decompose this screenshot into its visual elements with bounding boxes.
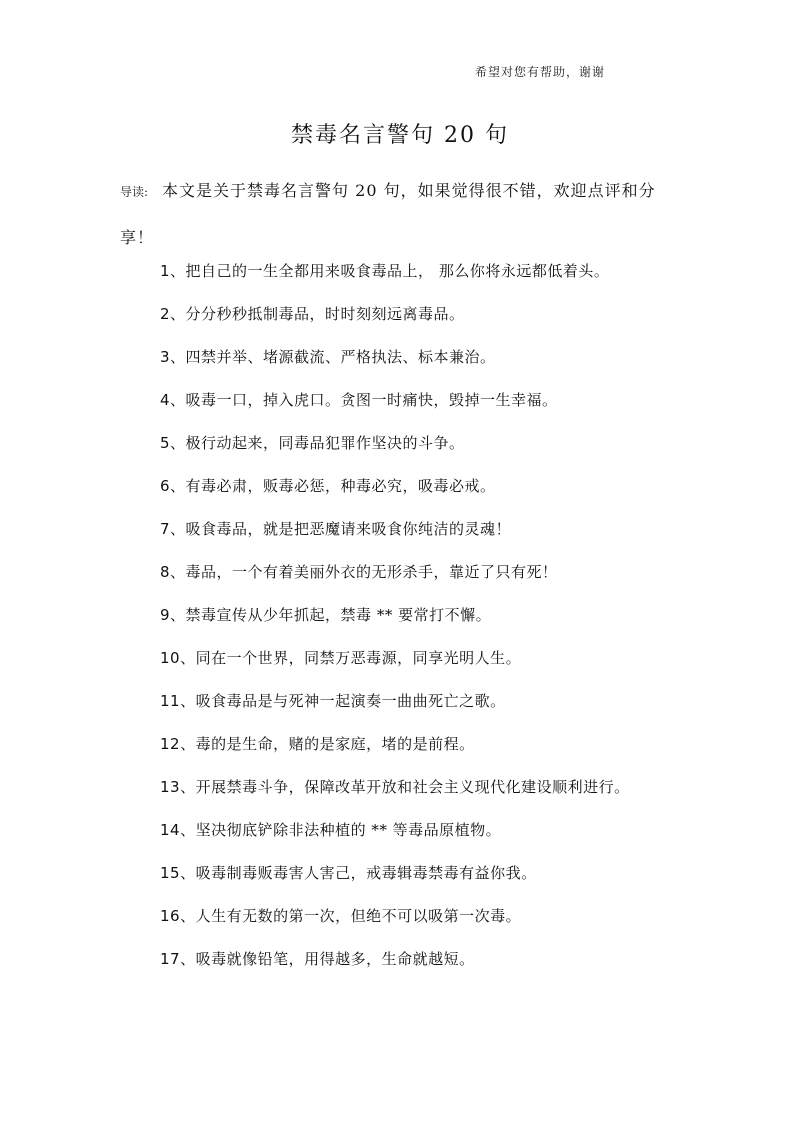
quote-number: 6 bbox=[160, 477, 171, 495]
quote-text: 、吸毒就像铅笔，用得越多，生命就越短。 bbox=[180, 950, 475, 968]
header-note: 希望对您有帮助，谢谢 bbox=[475, 65, 606, 79]
quote-text: 、毒品，一个有着美丽外衣的无形杀手，靠近了只有死！ bbox=[170, 563, 558, 581]
quote-number: 5 bbox=[160, 434, 171, 452]
quote-number: 1 bbox=[160, 262, 171, 280]
quote-item bbox=[120, 336, 670, 379]
quote-number: 2 bbox=[160, 305, 171, 323]
quote-number: 11 bbox=[160, 692, 181, 710]
quote-list bbox=[120, 250, 670, 981]
quote-text: 、人生有无数的第一次，但绝不可以吸第一次毒。 bbox=[180, 907, 522, 925]
intro-text: 本文是关于禁毒名言警句 20 句，如果觉得很不错，欢迎点评和分享！ bbox=[120, 181, 656, 247]
quote-number: 17 bbox=[160, 950, 181, 968]
quote-text: 、吸食毒品，就是把恶魔请来吸食你纯洁的灵魂！ bbox=[170, 520, 512, 538]
quote-number: 16 bbox=[160, 907, 181, 925]
quote-number: 15 bbox=[160, 864, 181, 882]
quote-number: 12 bbox=[160, 735, 181, 753]
intro-label: 导读: bbox=[120, 185, 149, 199]
quote-text: 、吸毒制毒贩毒害人害己，戒毒辑毒禁毒有益你我。 bbox=[180, 864, 537, 882]
quote-item bbox=[120, 250, 670, 293]
quote-item bbox=[120, 379, 670, 422]
quote-number: 13 bbox=[160, 778, 181, 796]
quote-text: 、分分秒秒抵制毒品，时时刻刻远离毒品。 bbox=[170, 305, 465, 323]
quote-text: 、四禁并举、堵源截流、严格执法、标本兼治。 bbox=[170, 348, 496, 366]
quote-item bbox=[120, 551, 670, 594]
quote-number: 3 bbox=[160, 348, 171, 366]
quote-number: 10 bbox=[160, 649, 181, 667]
quote-item bbox=[120, 852, 670, 895]
quote-number: 14 bbox=[160, 821, 181, 839]
quote-item bbox=[120, 895, 670, 938]
quote-text: 、同在一个世界，同禁万恶毒源，同享光明人生。 bbox=[180, 649, 522, 667]
quote-text: 、吸食毒品是与死神一起演奏一曲曲死亡之歌。 bbox=[180, 692, 506, 710]
quote-text: 、极行动起来，同毒品犯罪作坚决的斗争。 bbox=[170, 434, 465, 452]
quote-number: 8 bbox=[160, 563, 171, 581]
quote-item bbox=[120, 637, 670, 680]
quote-item bbox=[120, 680, 670, 723]
intro-paragraph bbox=[120, 168, 660, 260]
quote-text: 、禁毒宣传从少年抓起，禁毒 ** 要常打不懈。 bbox=[170, 606, 492, 624]
quote-number: 4 bbox=[160, 391, 171, 409]
quote-number: 9 bbox=[160, 606, 171, 624]
quote-item bbox=[120, 938, 670, 981]
quote-item bbox=[120, 508, 670, 551]
quote-text: 、把自己的一生全都用来吸食毒品上， 那么你将永远都低着头。 bbox=[170, 262, 610, 280]
quote-text: 、毒的是生命，赌的是家庭，堵的是前程。 bbox=[180, 735, 475, 753]
quote-item bbox=[120, 465, 670, 508]
quote-text: 、坚决彻底铲除非法种植的 ** 等毒品原植物。 bbox=[180, 821, 502, 839]
quote-item bbox=[120, 723, 670, 766]
quote-item bbox=[120, 594, 670, 637]
quote-item bbox=[120, 293, 670, 336]
quote-item bbox=[120, 809, 670, 852]
quote-item bbox=[120, 766, 670, 809]
quote-text: 、有毒必肃，贩毒必惩，种毒必究，吸毒必戒。 bbox=[170, 477, 496, 495]
quote-text: 、开展禁毒斗争，保障改革开放和社会主义现代化建设顺利进行。 bbox=[180, 778, 630, 796]
quote-item bbox=[120, 422, 670, 465]
document-title: 禁毒名言警句 20 句 bbox=[291, 123, 509, 148]
quote-text: 、吸毒一口，掉入虎口。贪图一时痛快，毁掉一生幸福。 bbox=[170, 391, 558, 409]
quote-number: 7 bbox=[160, 520, 171, 538]
